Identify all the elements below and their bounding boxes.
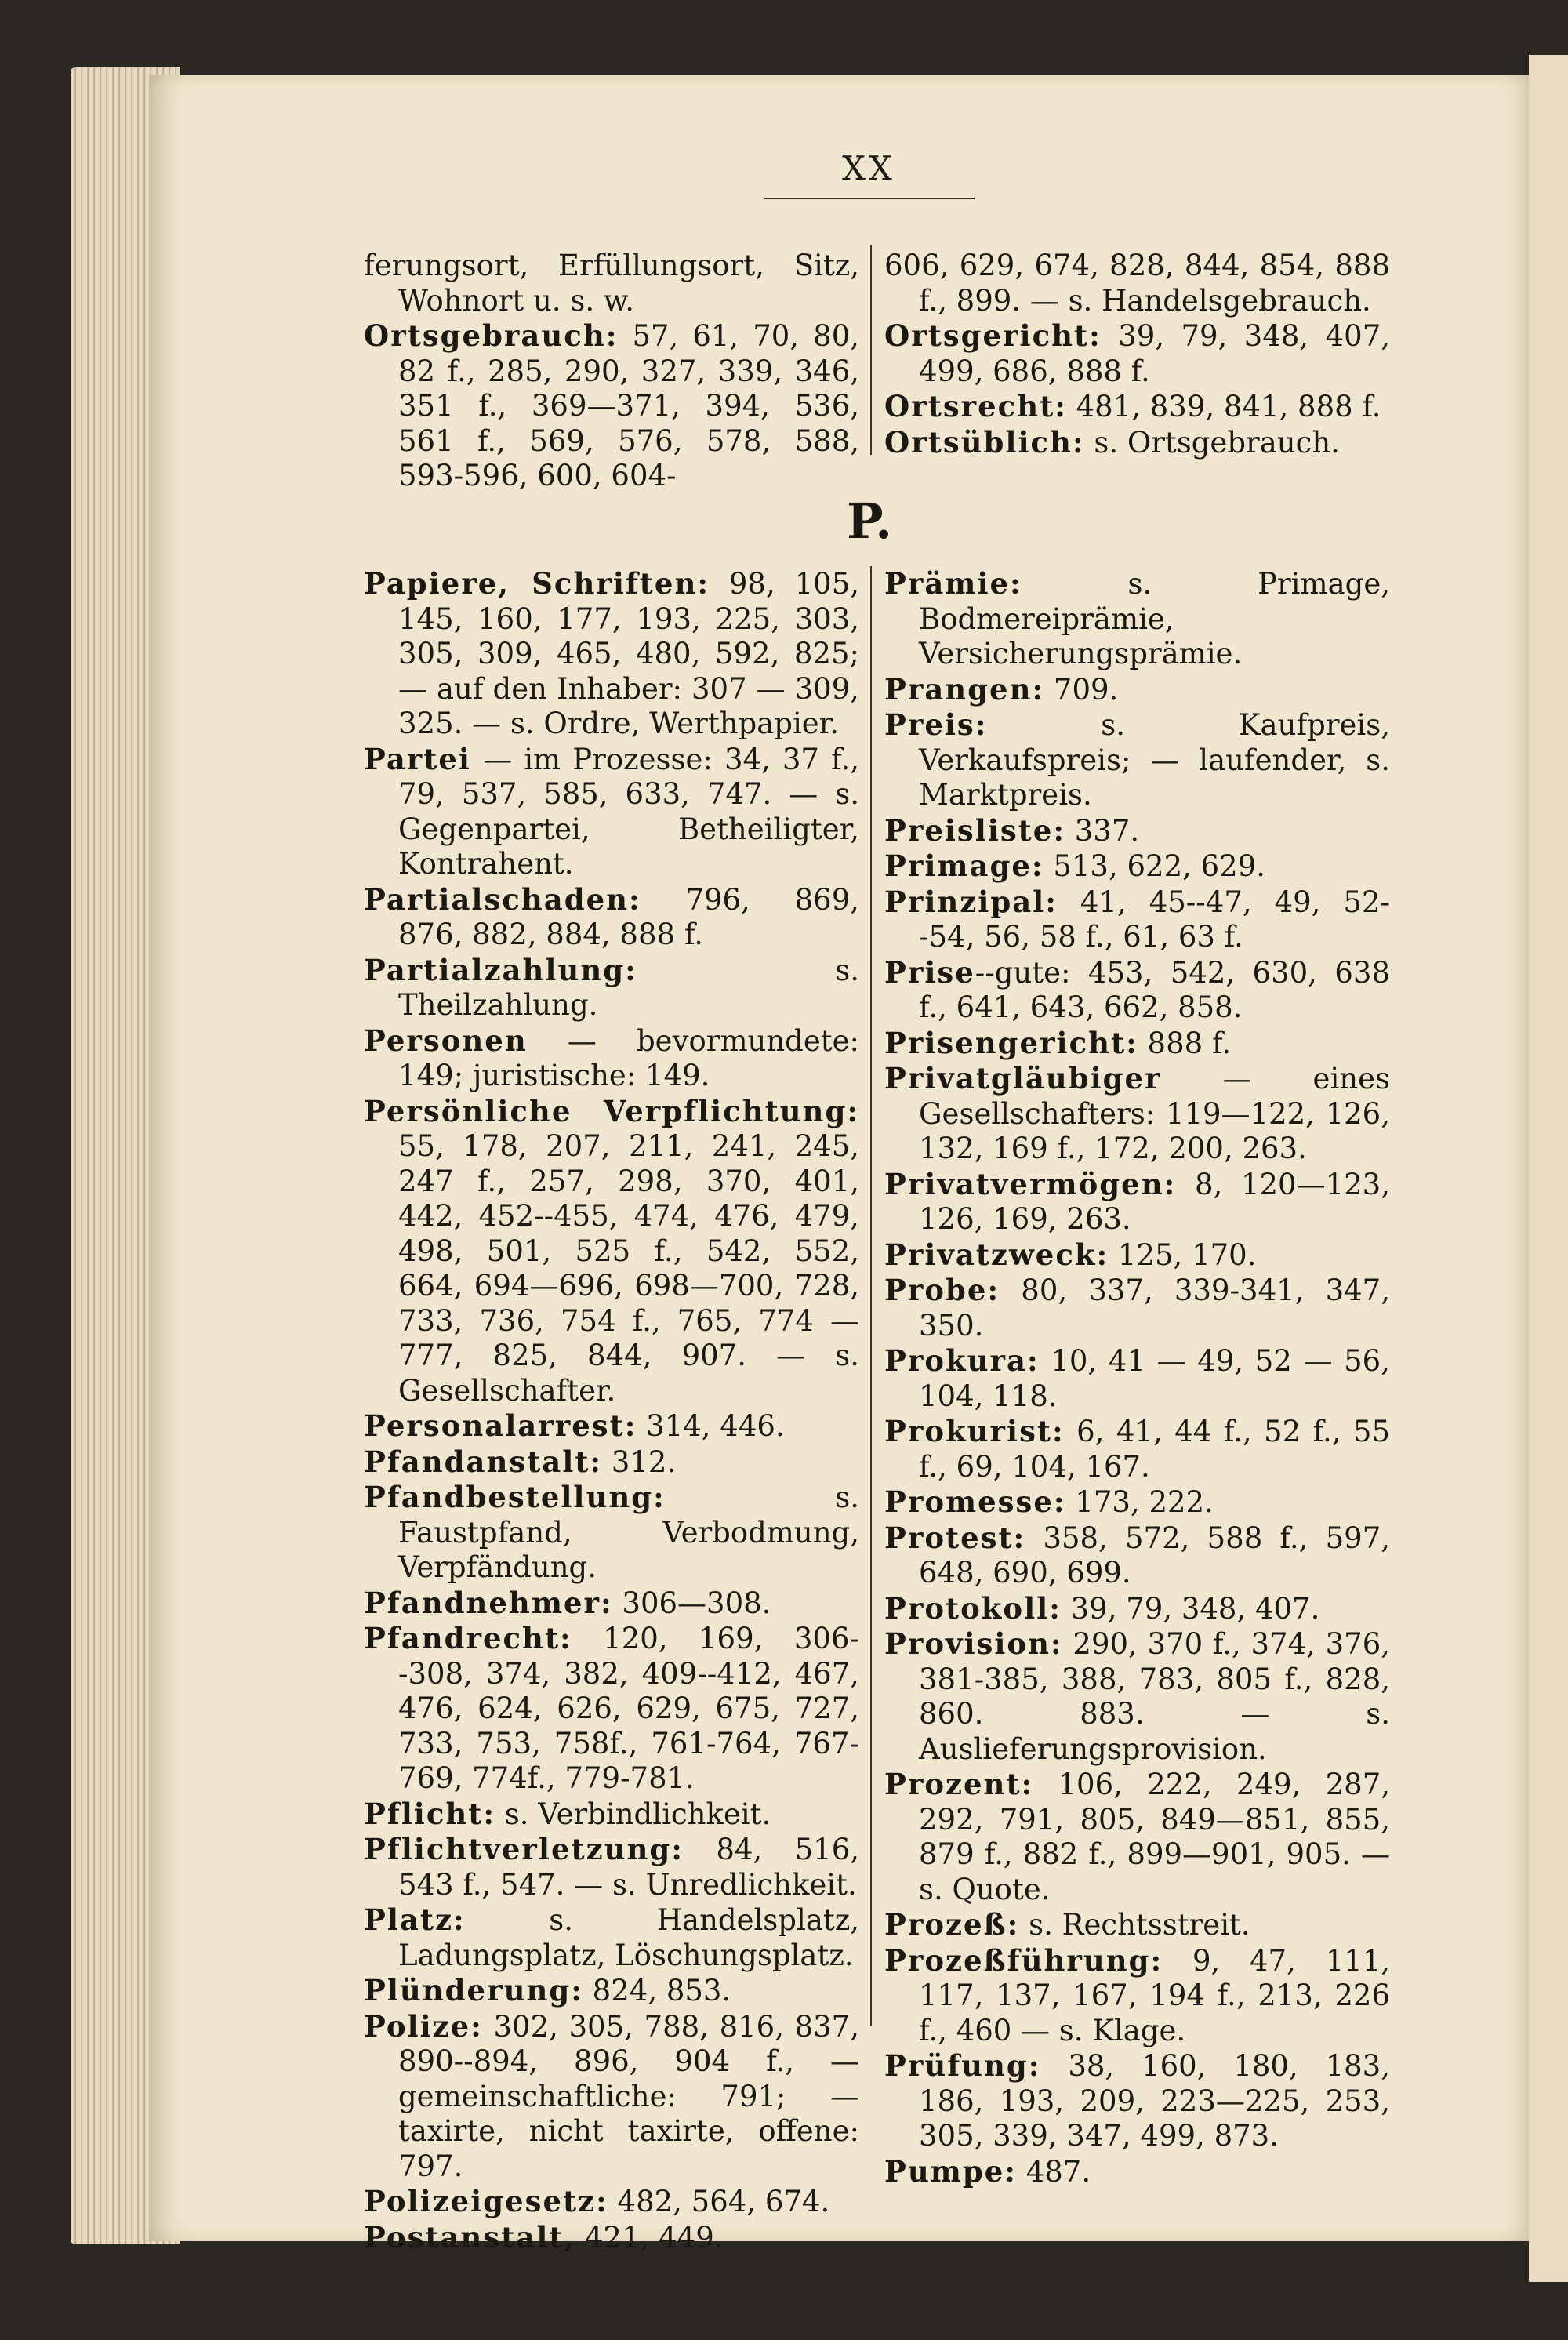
index-entry: [884, 848, 1390, 885]
index-entry: [884, 1061, 1390, 1167]
index-entry: [884, 1521, 1390, 1591]
index-entry: [364, 1832, 859, 1902]
index-entry: [884, 885, 1390, 955]
section-letter: P.: [847, 492, 892, 550]
entry-head: Privatzweck:: [884, 1237, 1109, 1272]
entry-head: Pfandbestellung:: [364, 1480, 666, 1514]
entry-text: 314, 446.: [637, 1409, 785, 1443]
entry-text: 888 f.: [1138, 1026, 1232, 1060]
right-column: [884, 566, 1390, 2189]
index-entry: [364, 2220, 859, 2256]
entry-text: 824, 853.: [583, 1974, 731, 2008]
entry-text: 312.: [602, 1444, 677, 1479]
entry-text: 38, 160, 180, 183, 186, 193, 209, 223—225, 253, 305, 339, 347, 499, 873.: [919, 2049, 1390, 2153]
top-right-column: [884, 248, 1390, 460]
entry-head: Polizeigesetz:: [364, 2184, 608, 2218]
index-entry: [364, 1621, 859, 1797]
index-entry: [364, 953, 859, 1023]
index-entry: [884, 1237, 1390, 1274]
entry-text: 120, 169, 306--308, 374, 382, 409--412, 467, 476, 624, 626, 629, 675, 727, 733, 753, 758f., 761-764, 767-769, 774f., 779-781.: [398, 1622, 859, 1795]
header-rule: [764, 198, 975, 199]
index-entry: [364, 1094, 859, 1409]
entry-text: 302, 305, 788, 816, 837, 890--894, 896, 904 f., — gemeinschaftliche: 791; — taxirte, nicht taxirte, offene: 797.: [398, 2009, 859, 2183]
entry-text: 358, 572, 588 f., 597, 648, 690, 699.: [919, 1521, 1390, 1590]
entry-head: Partei: [364, 741, 471, 776]
entry-head: Pfandanstalt:: [364, 1444, 603, 1479]
top-left-column: [364, 248, 859, 494]
entry-text: s. Verbindlichkeit.: [495, 1797, 771, 1831]
entry-text: 8, 120—123, 126, 169, 263.: [919, 1167, 1390, 1236]
index-entry: [884, 1943, 1390, 2049]
entry-head: Prokura:: [884, 1343, 1040, 1378]
entry-text: 709.: [1044, 672, 1119, 707]
left-column: [364, 566, 859, 2255]
entry-text: 6, 41, 44 f., 52 f., 55 f., 69, 104, 167.: [919, 1415, 1390, 1484]
entry-head: Papiere, Schriften:: [364, 566, 710, 601]
entry-head: Partialschaden:: [364, 881, 641, 917]
entry-text: 55, 178, 207, 211, 241, 245, 247 f., 257, 298, 370, 401, 442, 452--455, 474, 476, 479, 498, 501, 525 f., 542, 552, 664, 694—696, 698—700, 728, 733, 736, 754 f., 765, 774 — 777, 825, 844, 907. — s. Gesellschafter.: [398, 1129, 859, 1408]
entry-text: 80, 337, 339-341, 347, 350.: [919, 1274, 1390, 1343]
entry-head: Prise: [884, 954, 975, 990]
entry-text: 513, 622, 629.: [1044, 849, 1266, 883]
entry-text: 337.: [1065, 813, 1140, 848]
entry-text: 482, 564, 674.: [608, 2185, 830, 2218]
entry-text: 41, 45--47, 49, 52--54, 56, 58 f., 61, 63 f.: [919, 885, 1390, 954]
entry-head: Provision:: [884, 1626, 1063, 1661]
entry-head: Pflichtverletzung:: [364, 1832, 684, 1866]
index-entry: [364, 742, 859, 882]
index-entry: [884, 389, 1390, 425]
entry-head: Protokoll:: [884, 1590, 1062, 1626]
entry-head: Prozeß:: [884, 1907, 1020, 1942]
index-entry: [884, 248, 1390, 318]
entry-text: 487.: [1016, 2154, 1091, 2189]
index-entry: [884, 1273, 1390, 1343]
entry-head: Prüfung:: [884, 2048, 1041, 2083]
entry-text: 796, 869, 876, 882, 884, 888 f.: [398, 882, 859, 951]
index-entry: [884, 566, 1390, 672]
index-entry: [364, 566, 859, 742]
index-entry: [884, 2048, 1390, 2154]
entry-text: s. Primage, Bodmereiprämie, Versicherungsprämie.: [919, 567, 1390, 670]
entry-head: Plünderung:: [364, 1973, 583, 2008]
entry-text: 84, 516, 543 f., 547. — s. Unredlichkeit.: [398, 1833, 859, 1902]
index-entry: [884, 1026, 1390, 1062]
entry-head: Platz:: [364, 1902, 466, 1937]
entry-head: Primage:: [884, 848, 1044, 883]
index-entry: [884, 318, 1390, 389]
entry-text: — bevormundete: 149; juristische: 149.: [398, 1023, 859, 1092]
entry-head: Protest:: [884, 1520, 1026, 1555]
facing-page-edge: [1529, 55, 1568, 2282]
index-entry: [884, 1907, 1390, 1943]
entry-head: Ortsüblich:: [884, 424, 1085, 460]
entry-text: s. Ortsgebrauch.: [1084, 425, 1340, 460]
entry-head: Preis:: [884, 707, 988, 742]
entry-head: Personalarrest:: [364, 1408, 637, 1443]
entry-text: — eines Gesellschafters: 119—122, 126, 132, 169 f., 172, 200, 263.: [919, 1062, 1390, 1165]
entry-text: 39, 79, 348, 407, 499, 686, 888 f.: [919, 319, 1390, 388]
column-divider: [870, 245, 872, 455]
entry-head: Ortsgebrauch:: [364, 318, 619, 353]
entry-text: s. Handelsplatz, Ladungsplatz, Löschungsplatz.: [398, 1903, 859, 1972]
entry-text: ferungsort, Erfüllungsort, Sitz, Wohnort u. s. w.: [364, 249, 859, 318]
index-entry: [884, 707, 1390, 813]
index-entry: [884, 1767, 1390, 1907]
index-entry: [364, 1586, 859, 1622]
index-entry: [884, 1626, 1390, 1767]
entry-head: Persönliche Verpflichtung:: [364, 1093, 859, 1128]
entry-head: Preisliste:: [884, 812, 1065, 848]
entry-head: Prisengericht:: [884, 1025, 1138, 1060]
entry-head: Partialzahlung:: [364, 952, 637, 987]
index-entry: [364, 1408, 859, 1444]
entry-head: Pfandnehmer:: [364, 1585, 613, 1620]
entry-head: Personen: [364, 1023, 528, 1058]
index-entry: [884, 1591, 1390, 1627]
entry-head: Pfandrecht:: [364, 1621, 572, 1655]
entry-text: 106, 222, 249, 287, 292, 791, 805, 849—851, 855, 879 f., 882 f., 899—901, 905. — s. Quote.: [919, 1768, 1390, 1906]
index-entry: [884, 1167, 1390, 1237]
entry-head: Postanstalt,: [364, 2219, 576, 2255]
entry-head: Prämie:: [884, 566, 1022, 601]
page-number: XX: [842, 149, 895, 187]
entry-text: 39, 79, 348, 407.: [1061, 1591, 1320, 1626]
index-entry: [364, 1797, 859, 1833]
index-entry: [364, 882, 859, 953]
index-entry: [884, 2154, 1390, 2190]
entry-head: Pumpe:: [884, 2153, 1017, 2189]
entry-head: Polize:: [364, 2008, 483, 2044]
index-entry: [884, 1484, 1390, 1521]
entry-head: Prokurist:: [884, 1414, 1065, 1448]
entry-text: 290, 370 f., 374, 376, 381-385, 388, 783, 805 f., 828, 860. 883. — s. Auslieferungsprovision.: [919, 1627, 1390, 1766]
index-entry: [364, 2009, 859, 2185]
column-divider: [870, 566, 872, 2026]
index-entry: [884, 425, 1390, 461]
index-entry: [364, 318, 859, 494]
entry-text: s. Rechtsstreit.: [1019, 1908, 1250, 1942]
entry-text: 606, 629, 674, 828, 844, 854, 888 f., 899. — s. Handelsgebrauch.: [884, 249, 1390, 318]
entry-head: Prozent:: [884, 1767, 1034, 1801]
entry-text: — im Prozesse: 34, 37 f., 79, 537, 585, 633, 747. — s. Gegenpartei, Betheiligter, Kontrahent.: [398, 742, 859, 881]
entry-text: s. Theilzahlung.: [398, 953, 859, 1022]
entry-text: 306—308.: [612, 1586, 771, 1620]
index-entry: [884, 672, 1390, 708]
entry-text: 173, 222.: [1065, 1485, 1214, 1519]
entry-head: Prinzipal:: [884, 884, 1058, 919]
entry-head: Privatvermögen:: [884, 1166, 1177, 1201]
entry-head: Probe:: [884, 1273, 1000, 1307]
index-entry: [364, 2184, 859, 2220]
entry-head: Prozeßführung:: [884, 1942, 1163, 1978]
index-entry: [364, 1444, 859, 1481]
index-entry: [884, 813, 1390, 849]
entry-text: 481, 839, 841, 888 f.: [1066, 390, 1381, 423]
entry-head: Prangen:: [884, 671, 1045, 707]
entry-text: 421, 449.: [575, 2220, 724, 2255]
entry-text: 125, 170.: [1109, 1237, 1257, 1272]
entry-text: 57, 61, 70, 80, 82 f., 285, 290, 327, 339, 346, 351 f., 369—371, 394, 536, 561 f., 569, 576, 578, 588, 593-596, 600, 604-: [398, 319, 859, 492]
index-entry: [884, 955, 1390, 1026]
index-entry: [364, 1023, 859, 1094]
entry-text: --gute: 453, 542, 630, 638 f., 641, 643, 662, 858.: [919, 955, 1390, 1024]
entry-text: s. Faustpfand, Verbodmung, Verpfändung.: [398, 1481, 859, 1584]
entry-text: 10, 41 — 49, 52 — 56, 104, 118.: [919, 1344, 1390, 1413]
entry-head: Ortsrecht:: [884, 389, 1067, 423]
index-entry: [364, 248, 859, 318]
entry-head: Promesse:: [884, 1484, 1066, 1519]
entry-text: 9, 47, 111, 117, 137, 167, 194 f., 213, 226 f., 460 — s. Klage.: [919, 1943, 1390, 2048]
index-entry: [364, 1902, 859, 1973]
index-entry: [364, 1973, 859, 2009]
entry-head: Ortsgericht:: [884, 318, 1102, 353]
index-entry: [884, 1343, 1390, 1414]
entry-head: Pflicht:: [364, 1796, 496, 1831]
entry-text: 98, 105, 145, 160, 177, 193, 225, 303, 305, 309, 465, 480, 592, 825; — auf den Inhaber: 307 — 309, 325. — s. Ordre, Werthpapier.: [398, 567, 859, 740]
index-entry: [884, 1414, 1390, 1484]
entry-text: s. Kaufpreis, Verkaufspreis; — laufender, s. Marktpreis.: [919, 708, 1390, 812]
entry-head: Privatgläubiger: [884, 1061, 1162, 1096]
index-entry: [364, 1480, 859, 1586]
